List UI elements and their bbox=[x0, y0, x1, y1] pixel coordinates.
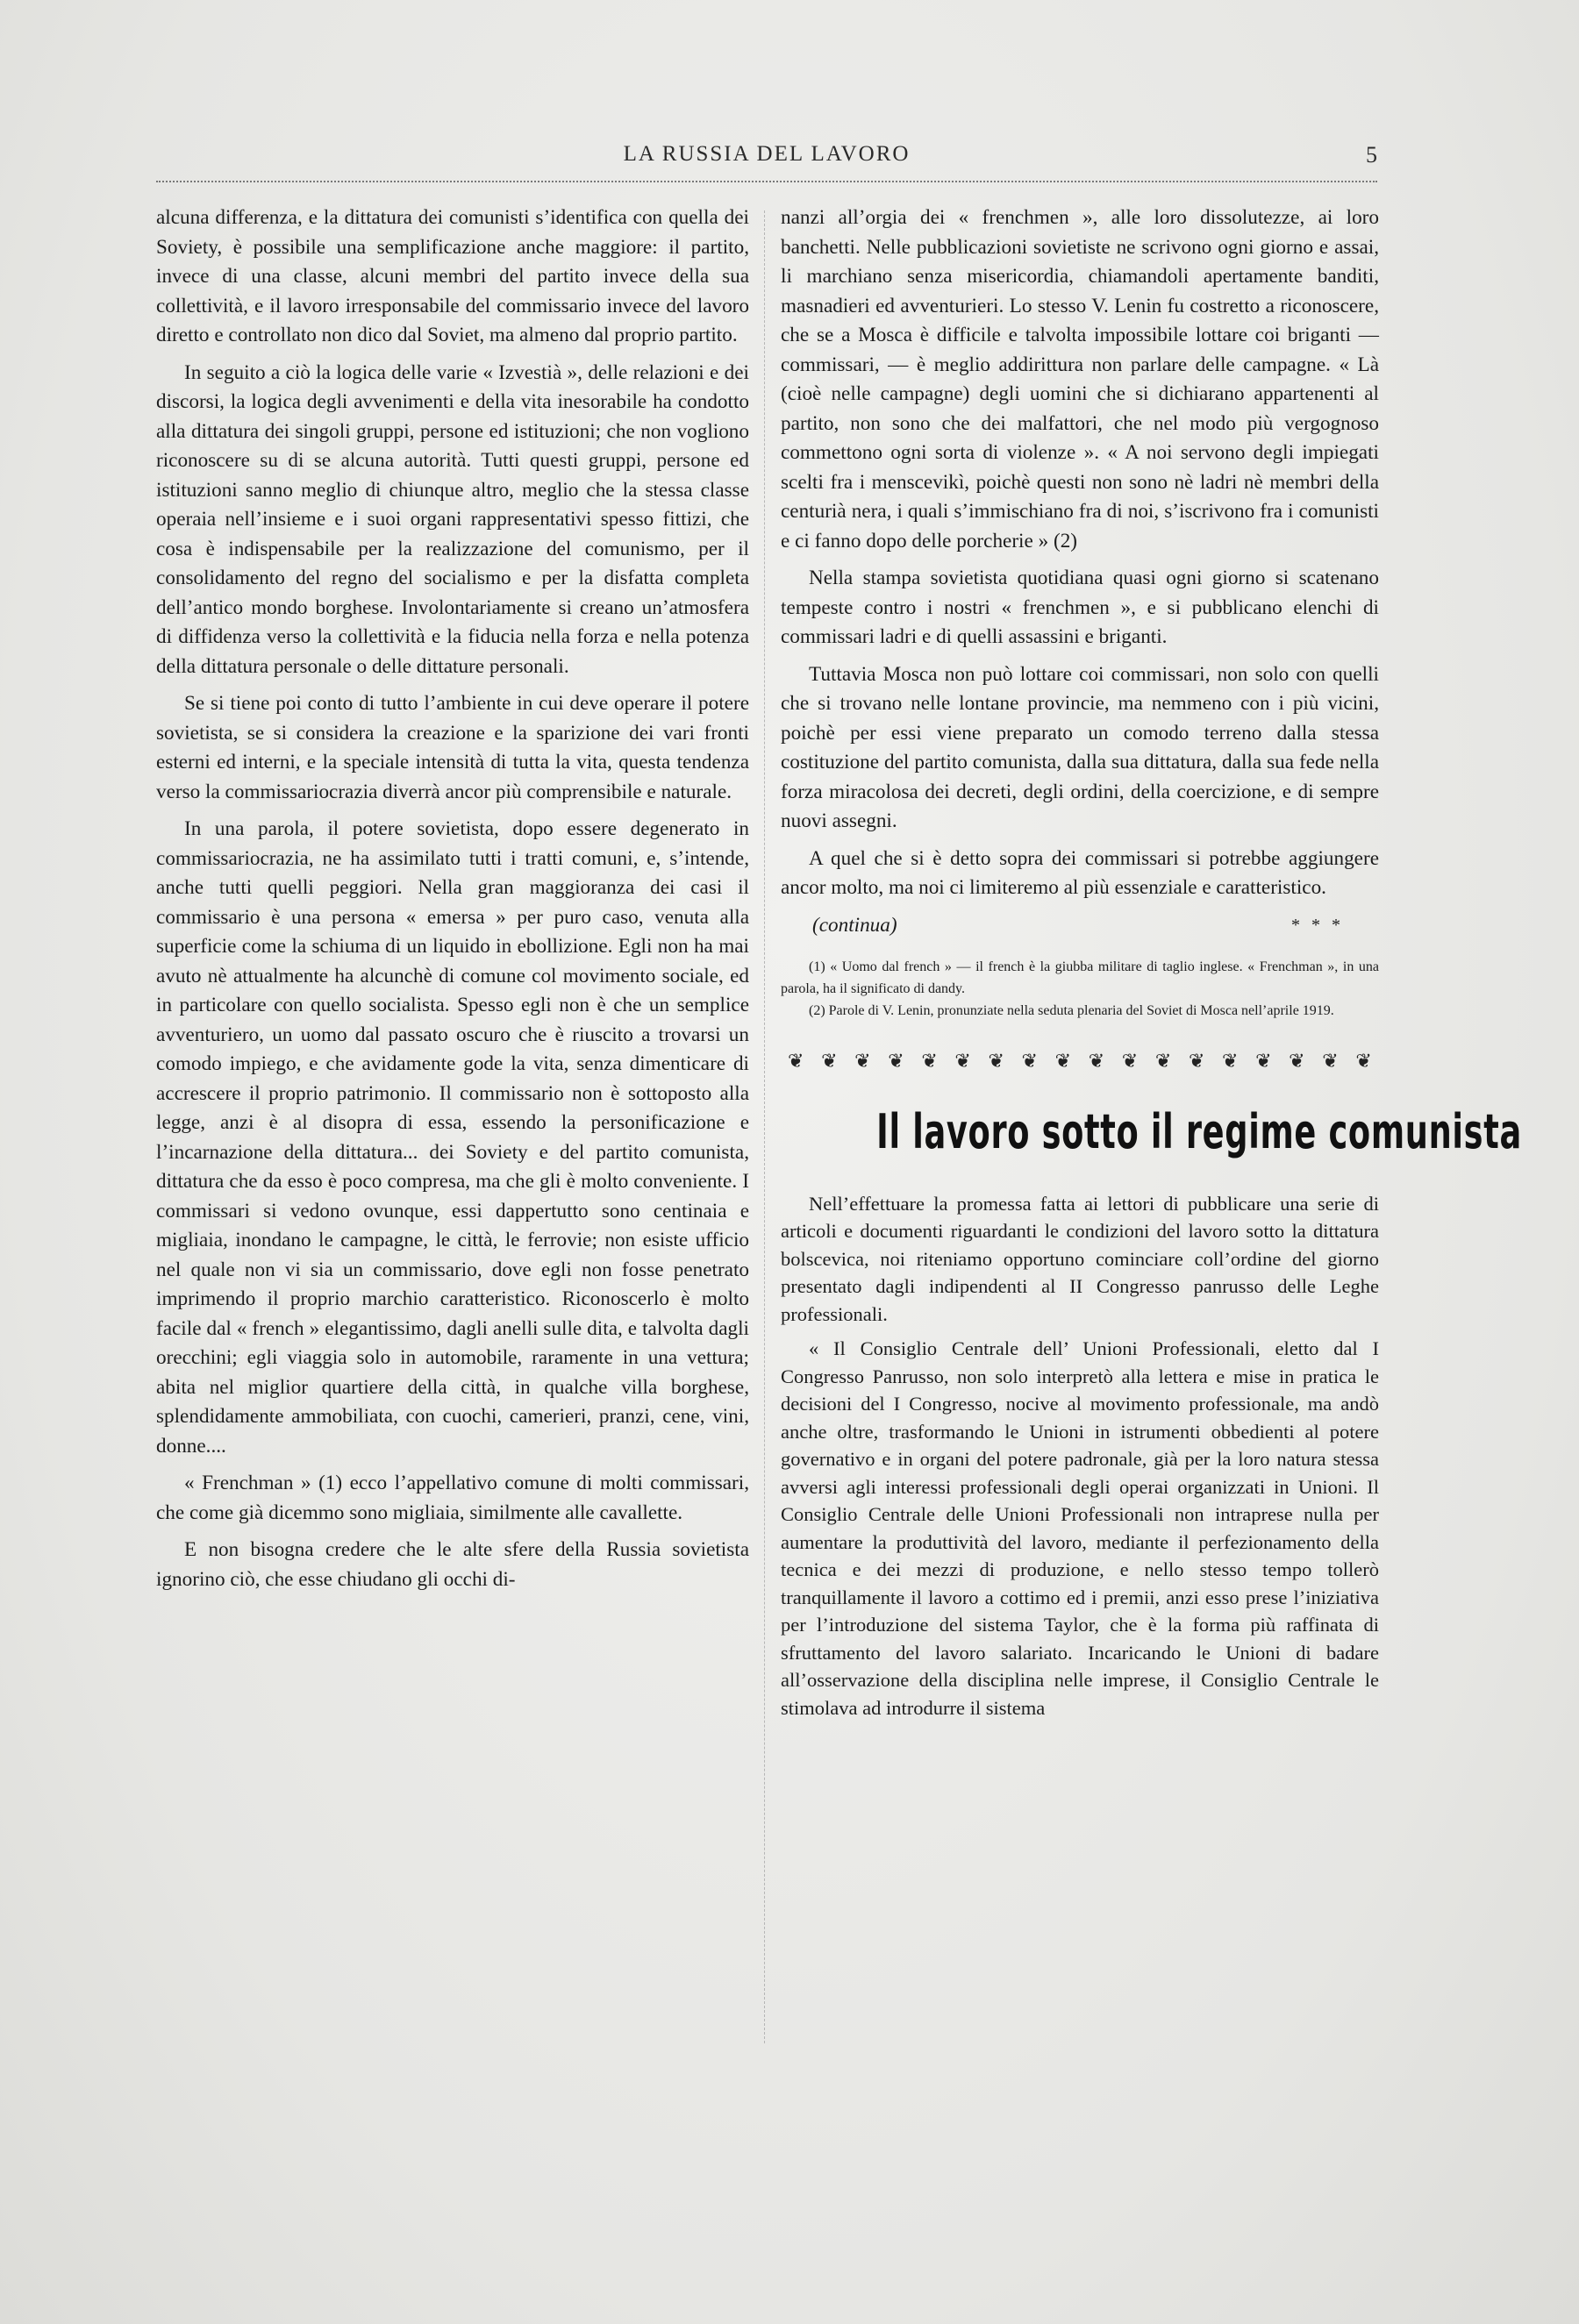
header-rule bbox=[156, 181, 1377, 182]
paragraph: « Frenchman » (1) ecco l’appellativo comune di molti commissari, che come già dicemmo sono migliaia, similmente alle cavallette. bbox=[156, 1472, 749, 1524]
paragraph: Nella stampa sovietista quotidiana quasi ogni giorno si scatenano tempeste contro i nostri « frenchmen », e si pubblicano elenchi di commissari ladri e di quelli assassini e briganti. bbox=[781, 567, 1379, 648]
ornamental-divider bbox=[788, 1046, 1372, 1076]
ornament-glyph: ❦ bbox=[1088, 1050, 1105, 1072]
running-head bbox=[156, 142, 1377, 177]
paragraph: Nell’effettuare la promessa fatta ai lettori di pubblicare una serie di articoli e documenti riguardanti le condizioni del lavoro sotto la dittatura bolscevica, noi riteniamo opportuno cominciare coll’ordine del giorno presentato dagli indipendenti al II Congresso panrusso delle Leghe professionali. bbox=[781, 1192, 1379, 1325]
page-number: 5 bbox=[1366, 142, 1377, 168]
continua-line bbox=[781, 911, 1379, 941]
paragraph: Se si tiene poi conto di tutto l’ambiente in cui deve operare il potere sovietista, se si considera la creazione e la sparizione dei vari fronti esterni ed interni, e la speciale intensità di tutta la vita, questa tendenza verso la commissariocrazia diverrà ancor più comprensibile e naturale. bbox=[156, 692, 749, 803]
article-title: Il lavoro sotto il regime comunista bbox=[876, 1103, 1522, 1159]
ornament-glyph: ❦ bbox=[1121, 1050, 1139, 1072]
ornament-glyph: ❦ bbox=[954, 1050, 971, 1072]
paragraph: A quel che si è detto sopra dei commissari si potrebbe aggiungere ancor molto, ma noi ci limiteremo al più essenziale e caratteristico. bbox=[781, 846, 1379, 899]
paragraph: Tuttavia Mosca non può lottare coi commissari, non solo con quelli che si trovano nelle lontane provincie, ma nemmeno con i più vicini, poichè per essi viene preparato un comodo terreno dalla stessa costituzione del partito comunista, dalla sua dittatura, dalla sua fede nella forza miracolosa dei decreti, degli ordini, della coercizione, e di sempre nuovi assegni. bbox=[781, 662, 1379, 832]
paragraph: alcuna differenza, e la dittatura dei comunisti s’identifica con quella dei Soviety, è possibile una semplificazione anche maggiore: il partito, invece di una classe, alcuni membri del partito invece della sua collettività, e il lavoro irresponsabile del commissario invece del lavoro diretto e controllato non dico dal Soviet, ma almeno dal proprio partito. bbox=[156, 206, 749, 346]
footnote: (2) Parole di V. Lenin, pronunziate nella seduta plenaria del Soviet di Mosca nell’aprile 1919. bbox=[809, 1003, 1334, 1018]
ornament-glyph: ❦ bbox=[1021, 1050, 1038, 1072]
paragraph: nanzi all’orgia dei « frenchmen », alle loro dissolutezze, ai loro banchetti. Nelle pubblicazioni sovietiste ne scrivono ogni giorno e assai, li marchiano senza misericordia, chiamandoli apertamente banditi, masnadieri ed avventurieri. Lo stesso V. Lenin fu costretto a riconoscere, che se a Mosca è difficile e talvolta impossibile lottare coi briganti — commissari, — è meglio addirittura non parlare delle campagne. « Là (cioè nelle campagne) degli uomini che si dichiarano appartenenti al partito, non sono che dei malfattori, che nel modo più vergognoso commettono ogni sorta di violenze ». « A noi servono degli impiegati scelti fra i menscevikì, poichè questi non sono nè ladri nè membri della centurià nera, i quali s’immischiano fra di noi, s’iscrivono fra i comunisti e ci fanno dopo delle porcherie » (2) bbox=[781, 206, 1379, 552]
ornament-glyph: ❦ bbox=[921, 1050, 938, 1072]
ornament-glyph: ❦ bbox=[1255, 1050, 1272, 1072]
right-column bbox=[781, 203, 1522, 1729]
ornament-glyph: ❦ bbox=[1154, 1050, 1172, 1072]
article-body bbox=[781, 1190, 1379, 1722]
footnotes bbox=[781, 956, 1379, 1022]
paragraph: « Il Consiglio Centrale dell’ Unioni Professionali, eletto dal I Congresso Panrusso, non solo interpretò alla lettera e mise in pratica le decisioni del I Congresso, nocive al movimento professionale, ma andò anche oltre, trasformando le Unioni in istrumenti obbedienti al potere governativo e in organi del potere padronale, già per la loro natura stessa avversi agli interessi professionali degli operai organizzati in Unioni. Il Consiglio Centrale delle Unioni Professionali non intraprese nulla per aumentare la produttività del lavoro, mediante il perfezionamento della tecnica e dei mezzi di produzione, e nello stesso tempo tollerò tranquillamente il lavoro a cottimo ed i premii, anzi esso prese l’iniziativa per l’introduzione del sistema Taylor, che è la forma più raffinata di sfruttamento del lavoro salariato. Incaricando le Unioni di badare all’osservazione della disciplina nelle imprese, il Consiglio Centrale le stimolava ad introdurre il sistema bbox=[781, 1337, 1379, 1719]
footnote: (1) « Uomo dal french » — il french è la giubba militare di taglio inglese. « Frenchman », in una parola, ha il significato di dandy. bbox=[781, 959, 1379, 996]
paragraph: In una parola, il potere sovietista, dopo essere degenerato in commissariocrazia, ne ha assimilato tutti i tratti comuni, e, s’intende, anche tutti quelli peggiori. Nella gran maggioranza dei casi il commissario è una persona « emersa » per puro caso, venuta alla superficie come la schiuma di un liquido in ebollizione. Egli non ha mai avuto nè attualmente ha alcunchè di comune col movimento sociale, ed in particolare con quello socialista. Spesso egli non è che un semplice avventuriero, un uomo dal passato oscuro che è riuscito a trovarsi un comodo impiego, e che avidamente gode la vita, senza dimenticare di accrescere il proprio patrimonio. Il commissario non è sottoposto alla legge, anzi è al disopra di essa, essendo la personificazione e l’incarnazione della dittatura... dei Soviety e del partito comunista, dittatura che da esso è poco compresa, ma che gli è molto conveniente. I commissari si vedono ovunque, essi dappertutto sono centinaia e migliaia, inondano le campagne, le città, le ferrovie; non esiste ufficio nel quale non vi sia un commissario, dove egli non fosse penetrato imprimendo il proprio marchio caratteristico. Riconoscerlo è molto facile dal « french » elegantissimo, dagli anelli sulle dita, e talvolta dagli orecchini; egli viaggia solo in automobile, raramente in una vettura; abita nel miglior quartiere della città, in qualche villa borghese, splendidamente ammobiliata, con cuochi, camerieri, pranzi, cene, vini, donne.... bbox=[156, 817, 749, 1458]
paragraph: In seguito a ciò la logica delle varie « Izvestià », delle relazioni e dei discorsi, la logica degli avvenimenti e della vita inesorabile ha condotto alla dittatura dei singoli gruppi, persone ed istituzioni; che non vogliono riconoscere su di se alcuna autorità. Tutti questi gruppi, persone ed istituzioni sanno meglio di chiunque altro, meglio che la stessa classe operaia nell’insieme e i suoi organi rappresentativi spesso fittizi, che cosa è indispensabile per la realizzazione del comunismo, per il consolidamento del regno del socialismo e per la disfatta completa dell’antico mondo borghese. Involontariamente si creano un’atmosfera di diffidenza verso la collettività e la fiducia nella forza e nella potenza della dittatura personale o delle dittature personali. bbox=[156, 360, 749, 678]
ornament-glyph: ❦ bbox=[1188, 1050, 1205, 1072]
ornament-glyph: ❦ bbox=[888, 1050, 904, 1072]
left-column bbox=[156, 203, 749, 1602]
column-divider bbox=[764, 210, 765, 2043]
ornament-glyph: ❦ bbox=[1322, 1050, 1339, 1072]
ornament-glyph: ❦ bbox=[854, 1050, 871, 1072]
continua-label: (continua) bbox=[812, 913, 897, 937]
ornament-glyph: ❦ bbox=[1289, 1050, 1305, 1072]
ornament-glyph: ❦ bbox=[1054, 1050, 1072, 1072]
running-title: LA RUSSIA DEL LAVORO bbox=[623, 142, 911, 166]
ornament-glyph: ❦ bbox=[988, 1050, 1004, 1072]
ornament-glyph: ❦ bbox=[821, 1050, 838, 1072]
ornament-glyph: ❦ bbox=[1355, 1050, 1372, 1072]
ornament-glyph: ❦ bbox=[1222, 1050, 1239, 1072]
asterisks: * * * bbox=[1291, 915, 1344, 935]
ornament-glyph: ❦ bbox=[788, 1050, 804, 1072]
paragraph: E non bisogna credere che le alte sfere della Russia sovietista ignorino ciò, che esse chiudano gli occhi di- bbox=[156, 1538, 749, 1591]
